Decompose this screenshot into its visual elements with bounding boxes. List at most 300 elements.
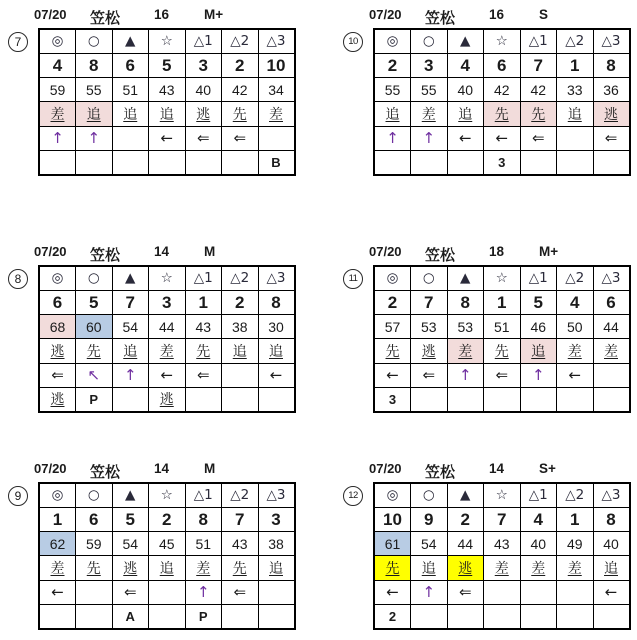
cell-arrows-6[interactable] xyxy=(593,363,630,387)
race-index-badge: 10 xyxy=(343,32,363,52)
race-header xyxy=(32,243,298,263)
cell-notes-5[interactable] xyxy=(222,604,259,628)
race-date: 07/20 xyxy=(34,7,67,22)
cell-styles-5[interactable]: 先 xyxy=(222,102,259,126)
cell-ratings-2[interactable]: 51 xyxy=(112,78,149,102)
cell-styles-5[interactable]: 差 xyxy=(557,339,594,363)
cell-symbols-1[interactable]: ○ xyxy=(76,483,113,507)
cell-ratings-0[interactable]: 62 xyxy=(39,532,76,556)
cell-arrows-5[interactable] xyxy=(557,580,594,604)
cell-ratings-3[interactable]: 43 xyxy=(484,532,521,556)
cell-styles-2[interactable]: 追 xyxy=(112,102,149,126)
cell-notes-6[interactable] xyxy=(593,387,630,411)
cell-notes-4[interactable] xyxy=(185,387,222,411)
cell-ratings-1[interactable]: 53 xyxy=(411,315,448,339)
cell-arrows-1[interactable]: ↑ xyxy=(76,126,113,150)
cell-symbols-4[interactable]: △1 xyxy=(185,29,222,53)
row-styles xyxy=(39,102,295,126)
cell-numbers-5[interactable]: 4 xyxy=(557,290,594,314)
cell-arrows-0[interactable]: ← xyxy=(374,580,411,604)
cell-ratings-0[interactable]: 55 xyxy=(374,78,411,102)
cell-styles-0[interactable]: 先 xyxy=(374,556,411,580)
cell-notes-2[interactable] xyxy=(447,387,484,411)
race-card-9 xyxy=(6,460,306,640)
cell-styles-2[interactable]: 逃 xyxy=(112,556,149,580)
cell-styles-3[interactable]: 先 xyxy=(484,102,521,126)
race-grade: S+ xyxy=(539,461,556,476)
cell-symbols-5[interactable]: △2 xyxy=(222,266,259,290)
cell-notes-6[interactable]: B xyxy=(258,150,295,174)
cell-symbols-6[interactable]: △3 xyxy=(593,483,630,507)
cell-arrows-4[interactable] xyxy=(520,580,557,604)
cell-arrows-0[interactable]: ← xyxy=(39,580,76,604)
race-grade: M+ xyxy=(539,244,559,259)
cell-ratings-5[interactable]: 43 xyxy=(222,532,259,556)
cell-symbols-2[interactable]: ▲ xyxy=(112,483,149,507)
cell-symbols-2[interactable]: ▲ xyxy=(112,29,149,53)
cell-notes-1[interactable]: P xyxy=(76,387,113,411)
cell-styles-0[interactable]: 差 xyxy=(39,102,76,126)
race-grid xyxy=(373,265,631,413)
cell-notes-0[interactable] xyxy=(39,604,76,628)
cell-styles-4[interactable]: 差 xyxy=(520,556,557,580)
cell-arrows-2[interactable]: ⇐ xyxy=(447,580,484,604)
cell-ratings-3[interactable]: 45 xyxy=(149,532,186,556)
cell-symbols-6[interactable]: △3 xyxy=(258,266,295,290)
race-card-10 xyxy=(341,6,637,186)
cell-notes-5[interactable] xyxy=(557,604,594,628)
cell-ratings-1[interactable]: 55 xyxy=(411,78,448,102)
cell-arrows-3[interactable]: ← xyxy=(149,126,186,150)
cell-numbers-6[interactable]: 8 xyxy=(593,53,630,77)
cell-notes-0[interactable]: 逃 xyxy=(39,387,76,411)
cell-arrows-6[interactable]: ← xyxy=(258,363,295,387)
race-number: 14 xyxy=(154,461,170,476)
cell-notes-4[interactable] xyxy=(520,387,557,411)
cell-arrows-2[interactable]: ⇐ xyxy=(112,580,149,604)
cell-styles-2[interactable]: 逃 xyxy=(447,556,484,580)
cell-numbers-3[interactable]: 3 xyxy=(149,290,186,314)
cell-styles-3[interactable]: 追 xyxy=(149,556,186,580)
cell-styles-1[interactable]: 差 xyxy=(411,102,448,126)
cell-ratings-0[interactable]: 59 xyxy=(39,78,76,102)
cell-symbols-1[interactable]: ○ xyxy=(411,29,448,53)
cell-numbers-0[interactable]: 4 xyxy=(39,53,76,77)
race-venue: 笠松 xyxy=(425,464,456,481)
cell-arrows-5[interactable]: ⇐ xyxy=(222,126,259,150)
cell-ratings-5[interactable]: 42 xyxy=(222,78,259,102)
cell-symbols-3[interactable]: ☆ xyxy=(149,483,186,507)
race-header xyxy=(367,460,633,480)
cell-symbols-1[interactable]: ○ xyxy=(411,266,448,290)
cell-symbols-2[interactable]: ▲ xyxy=(112,266,149,290)
cell-arrows-1[interactable]: ↖ xyxy=(76,363,113,387)
cell-styles-3[interactable]: 追 xyxy=(149,102,186,126)
cell-styles-5[interactable]: 追 xyxy=(222,339,259,363)
cell-ratings-3[interactable]: 44 xyxy=(149,315,186,339)
cell-arrows-0[interactable]: ↑ xyxy=(39,126,76,150)
row-notes xyxy=(39,150,295,174)
race-header xyxy=(367,243,633,263)
cell-symbols-4[interactable]: △1 xyxy=(520,29,557,53)
cell-arrows-2[interactable] xyxy=(112,126,149,150)
cell-numbers-1[interactable]: 9 xyxy=(411,507,448,531)
cell-notes-0[interactable] xyxy=(374,150,411,174)
row-styles xyxy=(374,339,630,363)
cell-arrows-5[interactable] xyxy=(557,126,594,150)
cell-styles-1[interactable]: 先 xyxy=(76,556,113,580)
cell-notes-5[interactable] xyxy=(557,387,594,411)
race-index-badge: 11 xyxy=(343,269,363,289)
cell-styles-0[interactable]: 逃 xyxy=(39,339,76,363)
cell-styles-0[interactable]: 差 xyxy=(39,556,76,580)
cell-arrows-0[interactable]: ⇐ xyxy=(39,363,76,387)
cell-styles-6[interactable]: 追 xyxy=(258,339,295,363)
cell-notes-3[interactable]: 3 xyxy=(484,150,521,174)
cell-numbers-6[interactable]: 8 xyxy=(593,507,630,531)
row-arrows xyxy=(374,580,630,604)
cell-symbols-0[interactable]: ◎ xyxy=(39,266,76,290)
race-index-badge: 12 xyxy=(343,486,363,506)
race-number: 18 xyxy=(489,244,505,259)
cell-numbers-1[interactable]: 7 xyxy=(411,290,448,314)
cell-ratings-6[interactable]: 44 xyxy=(593,315,630,339)
cell-symbols-5[interactable]: △2 xyxy=(222,29,259,53)
cell-numbers-4[interactable]: 5 xyxy=(520,290,557,314)
cell-styles-5[interactable]: 先 xyxy=(222,556,259,580)
cell-arrows-4[interactable]: ⇐ xyxy=(185,126,222,150)
cell-ratings-2[interactable]: 53 xyxy=(447,315,484,339)
cell-notes-1[interactable] xyxy=(76,604,113,628)
cell-styles-1[interactable]: 逃 xyxy=(411,339,448,363)
cell-styles-3[interactable]: 差 xyxy=(149,339,186,363)
cell-ratings-6[interactable]: 34 xyxy=(258,78,295,102)
cell-numbers-6[interactable]: 8 xyxy=(258,290,295,314)
cell-symbols-4[interactable]: △1 xyxy=(520,266,557,290)
cell-numbers-0[interactable]: 2 xyxy=(374,290,411,314)
cell-ratings-5[interactable]: 49 xyxy=(557,532,594,556)
row-notes xyxy=(39,387,295,411)
cell-numbers-3[interactable]: 2 xyxy=(149,507,186,531)
cell-numbers-3[interactable]: 6 xyxy=(484,53,521,77)
cell-symbols-6[interactable]: △3 xyxy=(258,483,295,507)
cell-ratings-5[interactable]: 33 xyxy=(557,78,594,102)
cell-numbers-2[interactable]: 4 xyxy=(447,53,484,77)
race-grid xyxy=(38,482,296,630)
cell-ratings-1[interactable]: 54 xyxy=(411,532,448,556)
cell-numbers-3[interactable]: 5 xyxy=(149,53,186,77)
cell-numbers-3[interactable]: 1 xyxy=(484,290,521,314)
cell-ratings-4[interactable]: 43 xyxy=(185,315,222,339)
cell-ratings-4[interactable]: 46 xyxy=(520,315,557,339)
row-numbers xyxy=(374,507,630,531)
cell-styles-4[interactable]: 逃 xyxy=(185,102,222,126)
cell-numbers-1[interactable]: 5 xyxy=(76,290,113,314)
race-number: 14 xyxy=(489,461,505,476)
cell-arrows-4[interactable]: ⇐ xyxy=(520,126,557,150)
cell-styles-2[interactable]: 差 xyxy=(447,339,484,363)
row-styles xyxy=(39,339,295,363)
cell-ratings-2[interactable]: 54 xyxy=(112,532,149,556)
cell-styles-3[interactable]: 先 xyxy=(484,339,521,363)
cell-styles-0[interactable]: 先 xyxy=(374,339,411,363)
race-grade: M+ xyxy=(204,7,224,22)
cell-arrows-2[interactable]: ↑ xyxy=(112,363,149,387)
cell-ratings-4[interactable]: 40 xyxy=(520,532,557,556)
cell-numbers-1[interactable]: 6 xyxy=(76,507,113,531)
cell-numbers-5[interactable]: 1 xyxy=(557,507,594,531)
cell-styles-3[interactable]: 差 xyxy=(484,556,521,580)
cell-ratings-4[interactable]: 42 xyxy=(520,78,557,102)
cell-symbols-2[interactable]: ▲ xyxy=(447,29,484,53)
cell-ratings-1[interactable]: 59 xyxy=(76,532,113,556)
cell-styles-6[interactable]: 差 xyxy=(593,339,630,363)
row-symbols xyxy=(39,266,295,290)
cell-symbols-3[interactable]: ☆ xyxy=(484,266,521,290)
cell-notes-2[interactable]: A xyxy=(112,604,149,628)
cell-notes-1[interactable] xyxy=(411,604,448,628)
cell-notes-5[interactable] xyxy=(222,387,259,411)
cell-arrows-4[interactable]: ↑ xyxy=(185,580,222,604)
cell-notes-2[interactable] xyxy=(112,150,149,174)
race-card-12 xyxy=(341,460,637,640)
race-card-8 xyxy=(6,243,306,423)
cell-arrows-1[interactable] xyxy=(76,580,113,604)
row-symbols xyxy=(374,483,630,507)
row-ratings xyxy=(374,78,630,102)
cell-symbols-4[interactable]: △1 xyxy=(185,266,222,290)
cell-ratings-5[interactable]: 50 xyxy=(557,315,594,339)
cell-numbers-4[interactable]: 1 xyxy=(185,290,222,314)
cell-numbers-2[interactable]: 6 xyxy=(112,53,149,77)
cell-symbols-6[interactable]: △3 xyxy=(593,29,630,53)
cell-notes-6[interactable] xyxy=(593,604,630,628)
row-notes xyxy=(374,150,630,174)
cell-symbols-1[interactable]: ○ xyxy=(76,266,113,290)
cell-symbols-6[interactable]: △3 xyxy=(593,266,630,290)
cell-styles-2[interactable]: 追 xyxy=(447,102,484,126)
row-symbols xyxy=(374,29,630,53)
cell-ratings-1[interactable]: 60 xyxy=(76,315,113,339)
row-notes xyxy=(39,604,295,628)
cell-numbers-3[interactable]: 7 xyxy=(484,507,521,531)
cell-arrows-3[interactable] xyxy=(149,580,186,604)
cell-styles-1[interactable]: 追 xyxy=(411,556,448,580)
cell-ratings-3[interactable]: 42 xyxy=(484,78,521,102)
race-date: 07/20 xyxy=(369,7,402,22)
cell-styles-6[interactable]: 逃 xyxy=(593,102,630,126)
cell-arrows-6[interactable]: ← xyxy=(593,580,630,604)
cell-notes-0[interactable] xyxy=(39,150,76,174)
cell-arrows-6[interactable] xyxy=(258,126,295,150)
cell-notes-4[interactable] xyxy=(520,150,557,174)
cell-styles-6[interactable]: 差 xyxy=(258,102,295,126)
cell-arrows-3[interactable]: ← xyxy=(484,126,521,150)
cell-symbols-3[interactable]: ☆ xyxy=(149,266,186,290)
row-arrows xyxy=(39,126,295,150)
cell-arrows-4[interactable]: ↑ xyxy=(520,363,557,387)
cell-notes-2[interactable] xyxy=(447,604,484,628)
cell-symbols-5[interactable]: △2 xyxy=(557,266,594,290)
cell-notes-4[interactable] xyxy=(185,150,222,174)
cell-numbers-2[interactable]: 8 xyxy=(447,290,484,314)
cell-ratings-6[interactable]: 36 xyxy=(593,78,630,102)
cell-numbers-5[interactable]: 7 xyxy=(222,507,259,531)
race-number: 16 xyxy=(489,7,505,22)
cell-ratings-4[interactable]: 40 xyxy=(185,78,222,102)
cell-numbers-6[interactable]: 3 xyxy=(258,507,295,531)
cell-symbols-3[interactable]: ☆ xyxy=(149,29,186,53)
cell-ratings-6[interactable]: 38 xyxy=(258,532,295,556)
cell-arrows-2[interactable]: ↑ xyxy=(447,363,484,387)
cell-numbers-2[interactable]: 2 xyxy=(447,507,484,531)
cell-notes-1[interactable] xyxy=(411,387,448,411)
cell-notes-0[interactable]: 2 xyxy=(374,604,411,628)
cell-arrows-4[interactable]: ⇐ xyxy=(185,363,222,387)
race-date: 07/20 xyxy=(369,461,402,476)
cell-notes-0[interactable]: 3 xyxy=(374,387,411,411)
cell-symbols-4[interactable]: △1 xyxy=(520,483,557,507)
race-grid xyxy=(38,28,296,176)
cell-notes-3[interactable]: 逃 xyxy=(149,387,186,411)
cell-notes-6[interactable] xyxy=(258,604,295,628)
cell-arrows-0[interactable]: ← xyxy=(374,363,411,387)
cell-arrows-1[interactable]: ↑ xyxy=(411,126,448,150)
cell-notes-3[interactable] xyxy=(149,604,186,628)
cell-arrows-3[interactable] xyxy=(484,580,521,604)
cell-notes-6[interactable] xyxy=(593,150,630,174)
race-index-badge: 7 xyxy=(8,32,28,52)
cell-numbers-0[interactable]: 1 xyxy=(39,507,76,531)
row-numbers xyxy=(39,507,295,531)
cell-numbers-6[interactable]: 10 xyxy=(258,53,295,77)
cell-notes-5[interactable] xyxy=(557,150,594,174)
cell-ratings-3[interactable]: 43 xyxy=(149,78,186,102)
cell-arrows-5[interactable]: ⇐ xyxy=(222,580,259,604)
cell-numbers-4[interactable]: 8 xyxy=(185,507,222,531)
cell-ratings-0[interactable]: 61 xyxy=(374,532,411,556)
cell-ratings-2[interactable]: 54 xyxy=(112,315,149,339)
cell-numbers-0[interactable]: 6 xyxy=(39,290,76,314)
cell-arrows-0[interactable]: ↑ xyxy=(374,126,411,150)
cell-notes-1[interactable] xyxy=(411,150,448,174)
row-styles xyxy=(374,556,630,580)
cell-styles-1[interactable]: 先 xyxy=(76,339,113,363)
cell-numbers-1[interactable]: 8 xyxy=(76,53,113,77)
cell-numbers-5[interactable]: 1 xyxy=(557,53,594,77)
cell-notes-2[interactable] xyxy=(112,387,149,411)
cell-numbers-0[interactable]: 10 xyxy=(374,507,411,531)
cell-symbols-2[interactable]: ▲ xyxy=(447,483,484,507)
cell-symbols-3[interactable]: ☆ xyxy=(484,483,521,507)
row-symbols xyxy=(374,266,630,290)
cell-symbols-4[interactable]: △1 xyxy=(185,483,222,507)
cell-styles-6[interactable]: 追 xyxy=(258,556,295,580)
cell-symbols-5[interactable]: △2 xyxy=(557,29,594,53)
cell-arrows-2[interactable]: ← xyxy=(447,126,484,150)
cell-numbers-2[interactable]: 7 xyxy=(112,290,149,314)
cell-symbols-5[interactable]: △2 xyxy=(222,483,259,507)
cell-ratings-1[interactable]: 55 xyxy=(76,78,113,102)
race-card-11 xyxy=(341,243,637,423)
cell-arrows-1[interactable]: ↑ xyxy=(411,580,448,604)
cell-arrows-6[interactable] xyxy=(258,580,295,604)
cell-notes-2[interactable] xyxy=(447,150,484,174)
cell-styles-4[interactable]: 先 xyxy=(520,102,557,126)
cell-symbols-0[interactable]: ◎ xyxy=(374,266,411,290)
cell-numbers-4[interactable]: 7 xyxy=(520,53,557,77)
cell-notes-3[interactable] xyxy=(149,150,186,174)
cell-arrows-6[interactable]: ⇐ xyxy=(593,126,630,150)
cell-numbers-6[interactable]: 6 xyxy=(593,290,630,314)
cell-arrows-5[interactable]: ← xyxy=(557,363,594,387)
cell-ratings-3[interactable]: 51 xyxy=(484,315,521,339)
row-numbers xyxy=(374,290,630,314)
cell-ratings-4[interactable]: 51 xyxy=(185,532,222,556)
cell-numbers-4[interactable]: 3 xyxy=(185,53,222,77)
cell-notes-1[interactable] xyxy=(76,150,113,174)
row-arrows xyxy=(374,126,630,150)
cell-notes-3[interactable] xyxy=(484,387,521,411)
cell-notes-6[interactable] xyxy=(258,387,295,411)
cell-symbols-3[interactable]: ☆ xyxy=(484,29,521,53)
cell-arrows-5[interactable] xyxy=(222,363,259,387)
cell-ratings-2[interactable]: 40 xyxy=(447,78,484,102)
cell-styles-5[interactable]: 追 xyxy=(557,102,594,126)
cell-ratings-6[interactable]: 30 xyxy=(258,315,295,339)
cell-arrows-3[interactable]: ⇐ xyxy=(484,363,521,387)
cell-numbers-1[interactable]: 3 xyxy=(411,53,448,77)
row-symbols xyxy=(39,29,295,53)
cell-notes-3[interactable] xyxy=(484,604,521,628)
cell-notes-5[interactable] xyxy=(222,150,259,174)
cell-styles-4[interactable]: 先 xyxy=(185,339,222,363)
cell-ratings-2[interactable]: 44 xyxy=(447,532,484,556)
cell-notes-4[interactable]: P xyxy=(185,604,222,628)
cell-symbols-5[interactable]: △2 xyxy=(557,483,594,507)
row-styles xyxy=(39,556,295,580)
cell-numbers-5[interactable]: 2 xyxy=(222,290,259,314)
cell-numbers-2[interactable]: 5 xyxy=(112,507,149,531)
cell-numbers-5[interactable]: 2 xyxy=(222,53,259,77)
cell-notes-4[interactable] xyxy=(520,604,557,628)
cell-ratings-0[interactable]: 68 xyxy=(39,315,76,339)
cell-ratings-5[interactable]: 38 xyxy=(222,315,259,339)
cell-ratings-6[interactable]: 40 xyxy=(593,532,630,556)
cell-symbols-1[interactable]: ○ xyxy=(76,29,113,53)
cell-styles-6[interactable]: 追 xyxy=(593,556,630,580)
cell-symbols-6[interactable]: △3 xyxy=(258,29,295,53)
cell-symbols-0[interactable]: ◎ xyxy=(39,29,76,53)
cell-arrows-1[interactable]: ⇐ xyxy=(411,363,448,387)
race-header xyxy=(32,6,298,26)
cell-numbers-0[interactable]: 2 xyxy=(374,53,411,77)
cell-symbols-0[interactable]: ◎ xyxy=(374,483,411,507)
cell-styles-5[interactable]: 差 xyxy=(557,556,594,580)
cell-symbols-0[interactable]: ◎ xyxy=(39,483,76,507)
cell-symbols-0[interactable]: ◎ xyxy=(374,29,411,53)
cell-styles-4[interactable]: 追 xyxy=(520,339,557,363)
cell-symbols-2[interactable]: ▲ xyxy=(447,266,484,290)
cell-symbols-1[interactable]: ○ xyxy=(411,483,448,507)
cell-styles-0[interactable]: 追 xyxy=(374,102,411,126)
cell-ratings-0[interactable]: 57 xyxy=(374,315,411,339)
cell-styles-4[interactable]: 差 xyxy=(185,556,222,580)
cell-styles-2[interactable]: 追 xyxy=(112,339,149,363)
cell-arrows-3[interactable]: ← xyxy=(149,363,186,387)
cell-styles-1[interactable]: 追 xyxy=(76,102,113,126)
cell-numbers-4[interactable]: 4 xyxy=(520,507,557,531)
